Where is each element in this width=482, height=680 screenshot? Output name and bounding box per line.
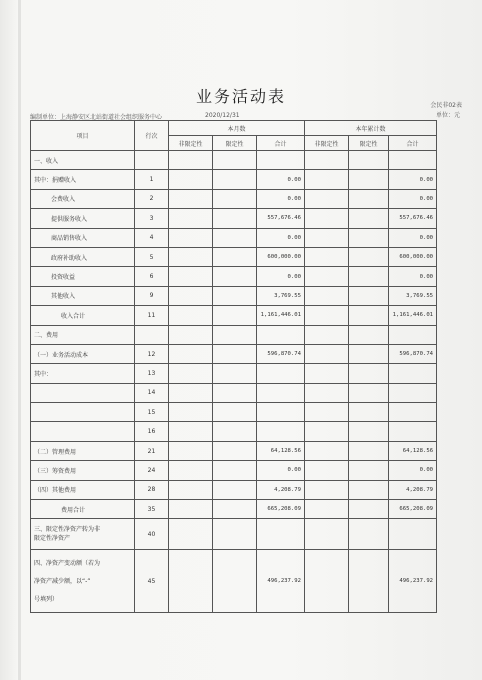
row-number: 28 xyxy=(135,480,169,499)
report-date: 2020/12/31 xyxy=(205,112,240,119)
preparing-organization: 编制单位：上海静安区北站街道社会组织服务中心 xyxy=(30,114,163,121)
row-number: 9 xyxy=(135,286,169,305)
header-ytd-total: 合计 xyxy=(389,136,437,151)
row-number: 6 xyxy=(135,267,169,286)
row-item-line: 四、净资产变动额（若为 xyxy=(34,559,101,567)
ytd-total: 496,237.92 xyxy=(389,550,437,613)
table-row xyxy=(31,480,437,499)
row-item: 提供服务收入 xyxy=(31,209,135,228)
ytd-total: 1,161,446.01 xyxy=(389,306,437,325)
table-row xyxy=(31,461,437,480)
ytd-total: 3,769.55 xyxy=(389,286,437,305)
row-item-line: 三、限定性净资产转为非 xyxy=(34,526,101,534)
row-item xyxy=(31,403,135,422)
table-row xyxy=(31,209,437,228)
header-month-total: 合计 xyxy=(257,136,305,151)
ytd-total: 0.00 xyxy=(389,228,437,247)
row-item: 会费收入 xyxy=(31,189,135,208)
row-item: 其中：捐赠收入 xyxy=(31,170,135,189)
ytd-total xyxy=(389,325,437,344)
activity-table xyxy=(30,120,437,613)
ytd-total: 4,208.79 xyxy=(389,480,437,499)
row-number xyxy=(135,151,169,170)
ytd-total: 0.00 xyxy=(389,189,437,208)
table-row xyxy=(31,247,437,266)
row-number: 21 xyxy=(135,441,169,460)
row-item-line: 净资产减少额，以“-” xyxy=(34,577,91,585)
table-row xyxy=(31,403,437,422)
table-row xyxy=(31,151,437,170)
table-row xyxy=(31,286,437,305)
header-ytd-restricted: 限定性 xyxy=(349,136,389,151)
currency-unit: 单位：元 xyxy=(435,112,460,119)
header-ytd-unrestricted: 非限定性 xyxy=(305,136,349,151)
ytd-total: 596,870.74 xyxy=(389,344,437,363)
row-number: 3 xyxy=(135,209,169,228)
month-total xyxy=(257,403,305,422)
row-number xyxy=(135,325,169,344)
row-item: 投资收益 xyxy=(31,267,135,286)
row-number: 2 xyxy=(135,189,169,208)
month-total: 64,128.56 xyxy=(257,441,305,460)
row-number: 1 xyxy=(135,170,169,189)
ytd-total xyxy=(389,151,437,170)
row-item-net-asset-change xyxy=(31,550,135,613)
row-item: 其中： xyxy=(31,364,135,383)
row-number: 16 xyxy=(135,422,169,441)
month-total xyxy=(257,151,305,170)
row-item: （四）其他费用 xyxy=(31,480,135,499)
row-number: 12 xyxy=(135,344,169,363)
ytd-total: 64,128.56 xyxy=(389,441,437,460)
row-number: 40 xyxy=(135,519,169,550)
ytd-total xyxy=(389,383,437,402)
row-item-line: 限定性净资产 xyxy=(34,535,71,543)
ytd-total xyxy=(389,422,437,441)
table-row xyxy=(31,519,437,550)
row-item xyxy=(31,383,135,402)
row-item: 其他收入 xyxy=(31,286,135,305)
header-month-unrestricted: 非限定性 xyxy=(169,136,213,151)
row-number: 11 xyxy=(135,306,169,325)
table-row xyxy=(31,550,437,613)
table-row xyxy=(31,344,437,363)
month-total xyxy=(257,325,305,344)
month-total: 600,000.00 xyxy=(257,247,305,266)
month-total: 496,237.92 xyxy=(257,550,305,613)
header-item: 项目 xyxy=(31,121,135,151)
month-total: 0.00 xyxy=(257,461,305,480)
month-total: 596,870.74 xyxy=(257,344,305,363)
month-total: 1,161,446.01 xyxy=(257,306,305,325)
month-total: 4,208.79 xyxy=(257,480,305,499)
month-total: 557,676.46 xyxy=(257,209,305,228)
row-item: 费用合计 xyxy=(31,500,135,519)
month-total: 0.00 xyxy=(257,170,305,189)
row-number: 15 xyxy=(135,403,169,422)
row-item: 收入合计 xyxy=(31,306,135,325)
month-total xyxy=(257,422,305,441)
ytd-total: 665,208.09 xyxy=(389,500,437,519)
table-row xyxy=(31,383,437,402)
month-total: 665,208.09 xyxy=(257,500,305,519)
row-number: 45 xyxy=(135,550,169,613)
row-item: （一）业务活动成本 xyxy=(31,344,135,363)
ytd-total xyxy=(389,403,437,422)
table-row xyxy=(31,422,437,441)
month-total xyxy=(257,383,305,402)
month-total: 3,769.55 xyxy=(257,286,305,305)
month-total: 0.00 xyxy=(257,267,305,286)
table-row xyxy=(31,267,437,286)
ytd-total: 557,676.46 xyxy=(389,209,437,228)
row-item-line: 号填列） xyxy=(34,595,59,603)
row-item-restricted-transfer xyxy=(31,519,135,550)
table-row xyxy=(31,441,437,460)
form-number: 会民非02表 xyxy=(430,102,462,109)
row-item: 商品销售收入 xyxy=(31,228,135,247)
row-number: 4 xyxy=(135,228,169,247)
row-number: 24 xyxy=(135,461,169,480)
ytd-total: 0.00 xyxy=(389,461,437,480)
header-year-to-date: 本年累计数 xyxy=(305,121,437,136)
table-row xyxy=(31,189,437,208)
header-this-month: 本月数 xyxy=(169,121,305,136)
month-total: 0.00 xyxy=(257,189,305,208)
month-total: 0.00 xyxy=(257,228,305,247)
ytd-total xyxy=(389,364,437,383)
header-month-restricted: 限定性 xyxy=(213,136,257,151)
row-number: 35 xyxy=(135,500,169,519)
row-item: 政府补助收入 xyxy=(31,247,135,266)
table-row xyxy=(31,170,437,189)
report-title: 业务活动表 xyxy=(195,87,286,106)
row-item: （二）管理费用 xyxy=(31,441,135,460)
month-total xyxy=(257,364,305,383)
header-row-number: 行次 xyxy=(135,121,169,151)
table-row xyxy=(31,500,437,519)
table-row xyxy=(31,306,437,325)
row-number: 14 xyxy=(135,383,169,402)
table-row xyxy=(31,325,437,344)
row-number: 5 xyxy=(135,247,169,266)
ytd-total: 600,000.00 xyxy=(389,247,437,266)
ytd-total: 0.00 xyxy=(389,267,437,286)
row-item: （三）筹资费用 xyxy=(31,461,135,480)
table-row xyxy=(31,364,437,383)
ytd-total: 0.00 xyxy=(389,170,437,189)
row-item: 二、费用 xyxy=(31,325,135,344)
row-item: 一、收入 xyxy=(31,151,135,170)
table-row xyxy=(31,228,437,247)
row-item xyxy=(31,422,135,441)
row-number: 13 xyxy=(135,364,169,383)
